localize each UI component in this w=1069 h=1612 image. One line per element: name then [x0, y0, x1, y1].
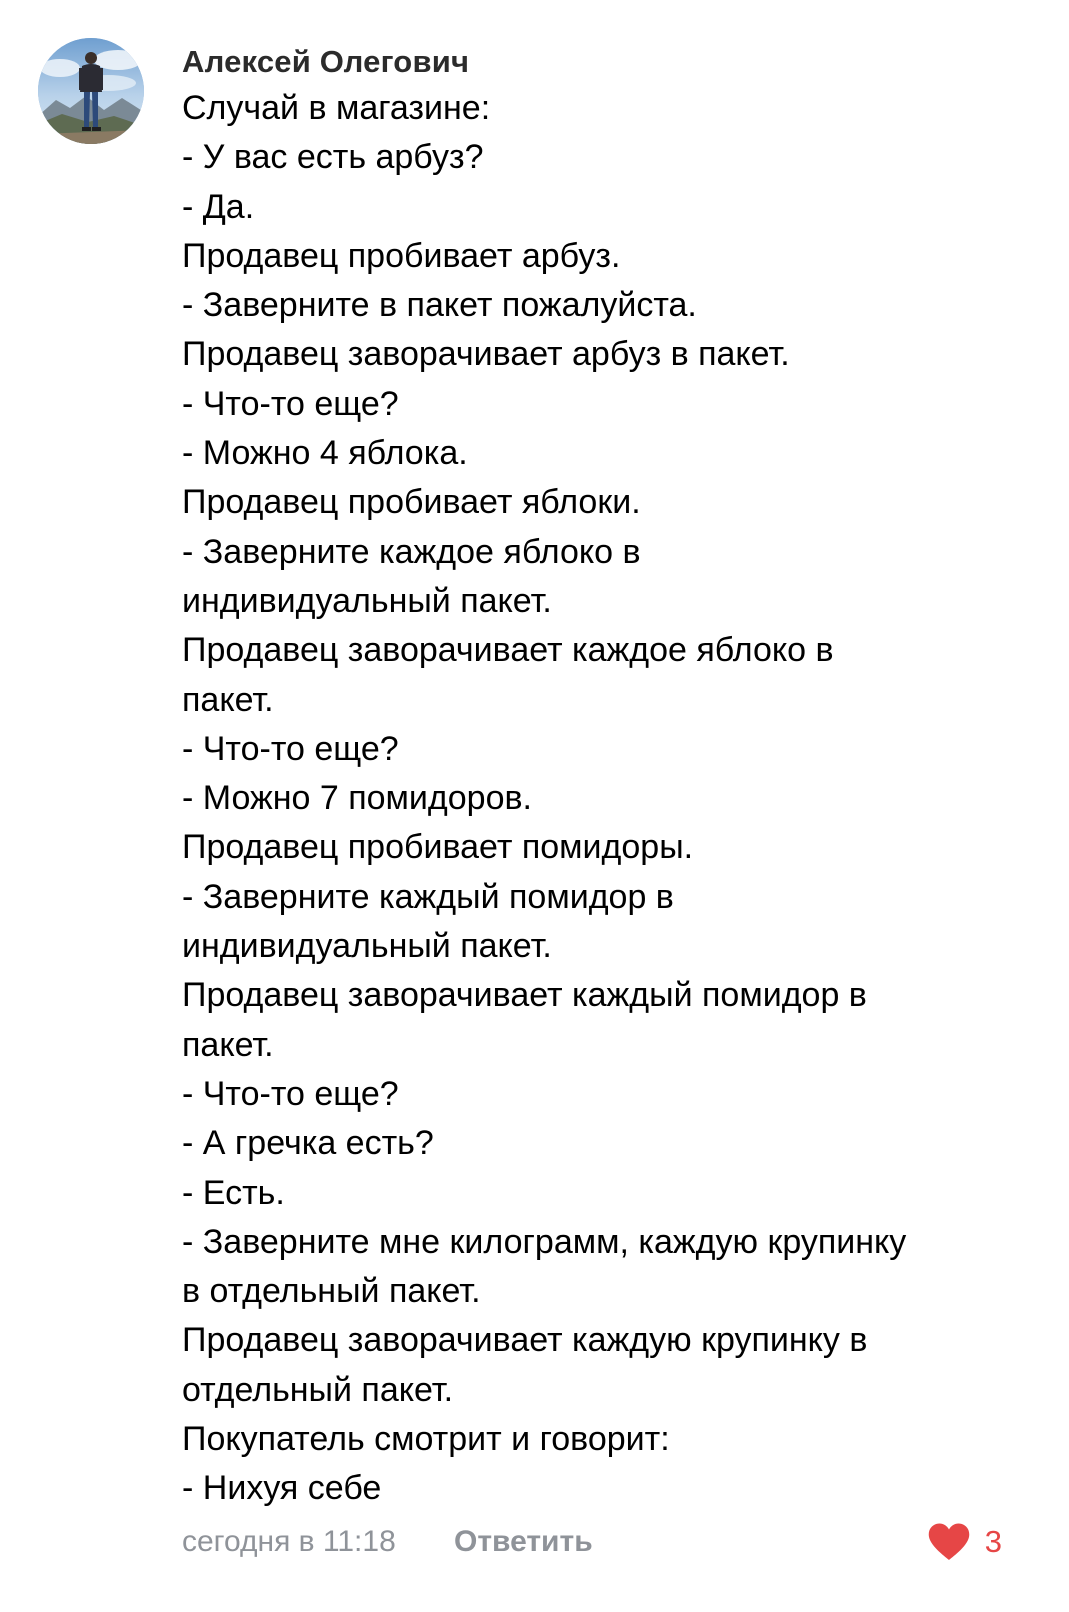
comment-line: пакет. — [182, 680, 274, 719]
comment-line: Покупатель смотрит и говорит: — [182, 1420, 670, 1459]
comment-line: Продавец заворачивает арбуз в пакет. — [182, 335, 790, 374]
comment-line: - Что-то еще? — [182, 1074, 399, 1113]
comment-line: - Да. — [182, 187, 255, 226]
comment-line: Продавец заворачивает каждую крупинку в — [182, 1321, 868, 1360]
comment-line: - Заверните мне килограмм, каждую крупинку — [182, 1222, 907, 1261]
comment-line: - Заверните каждый помидор в — [182, 877, 674, 916]
comment-body — [182, 40, 1022, 1514]
comment-line: - Что-то еще? — [182, 384, 399, 423]
comment-line: пакет. — [182, 1025, 274, 1064]
comment-line: Продавец пробивает арбуз. — [182, 236, 621, 275]
comment-line: индивидуальный пакет. — [182, 927, 552, 966]
comment-line: - Заверните каждое яблоко в — [182, 532, 641, 571]
comment-line: - Можно 7 помидоров. — [182, 779, 532, 818]
comment-line: индивидуальный пакет. — [182, 581, 552, 620]
comment-line: - Нихуя себе — [182, 1469, 382, 1508]
comment-line: Продавец заворачивает каждый помидор в — [182, 976, 867, 1015]
comment-line: Продавец пробивает яблоки. — [182, 483, 641, 522]
comment-line: Случай в магазине: — [182, 89, 491, 127]
like-count: 3 — [984, 1524, 1002, 1559]
comment-line: Продавец заворачивает каждое яблоко в — [182, 631, 834, 670]
heart-icon — [927, 1522, 971, 1562]
reply-button[interactable]: Ответить — [454, 1525, 593, 1558]
timestamp: сегодня в 11:18 — [182, 1525, 396, 1558]
comment-line: - Можно 4 яблока. — [182, 434, 468, 473]
avatar[interactable] — [38, 38, 144, 144]
comment-line: - Что-то еще? — [182, 729, 399, 768]
author-name[interactable]: Алексей Олегович — [182, 44, 470, 79]
avatar-photo — [38, 38, 144, 144]
comment-line: Продавец пробивает помидоры. — [182, 828, 694, 867]
comment-line: - Заверните в пакет пожалуйста. — [182, 286, 697, 325]
comment-line: - А гречка есть? — [182, 1124, 434, 1163]
comment-line: отдельный пакет. — [182, 1370, 454, 1409]
comment-footer — [182, 1514, 1022, 1570]
comment-text — [182, 84, 1022, 1514]
comment-line: - Есть. — [182, 1173, 285, 1212]
like-button[interactable] — [927, 1520, 1002, 1564]
comment-line: в отдельный пакет. — [182, 1272, 481, 1311]
comment-line: - У вас есть арбуз? — [182, 138, 484, 177]
